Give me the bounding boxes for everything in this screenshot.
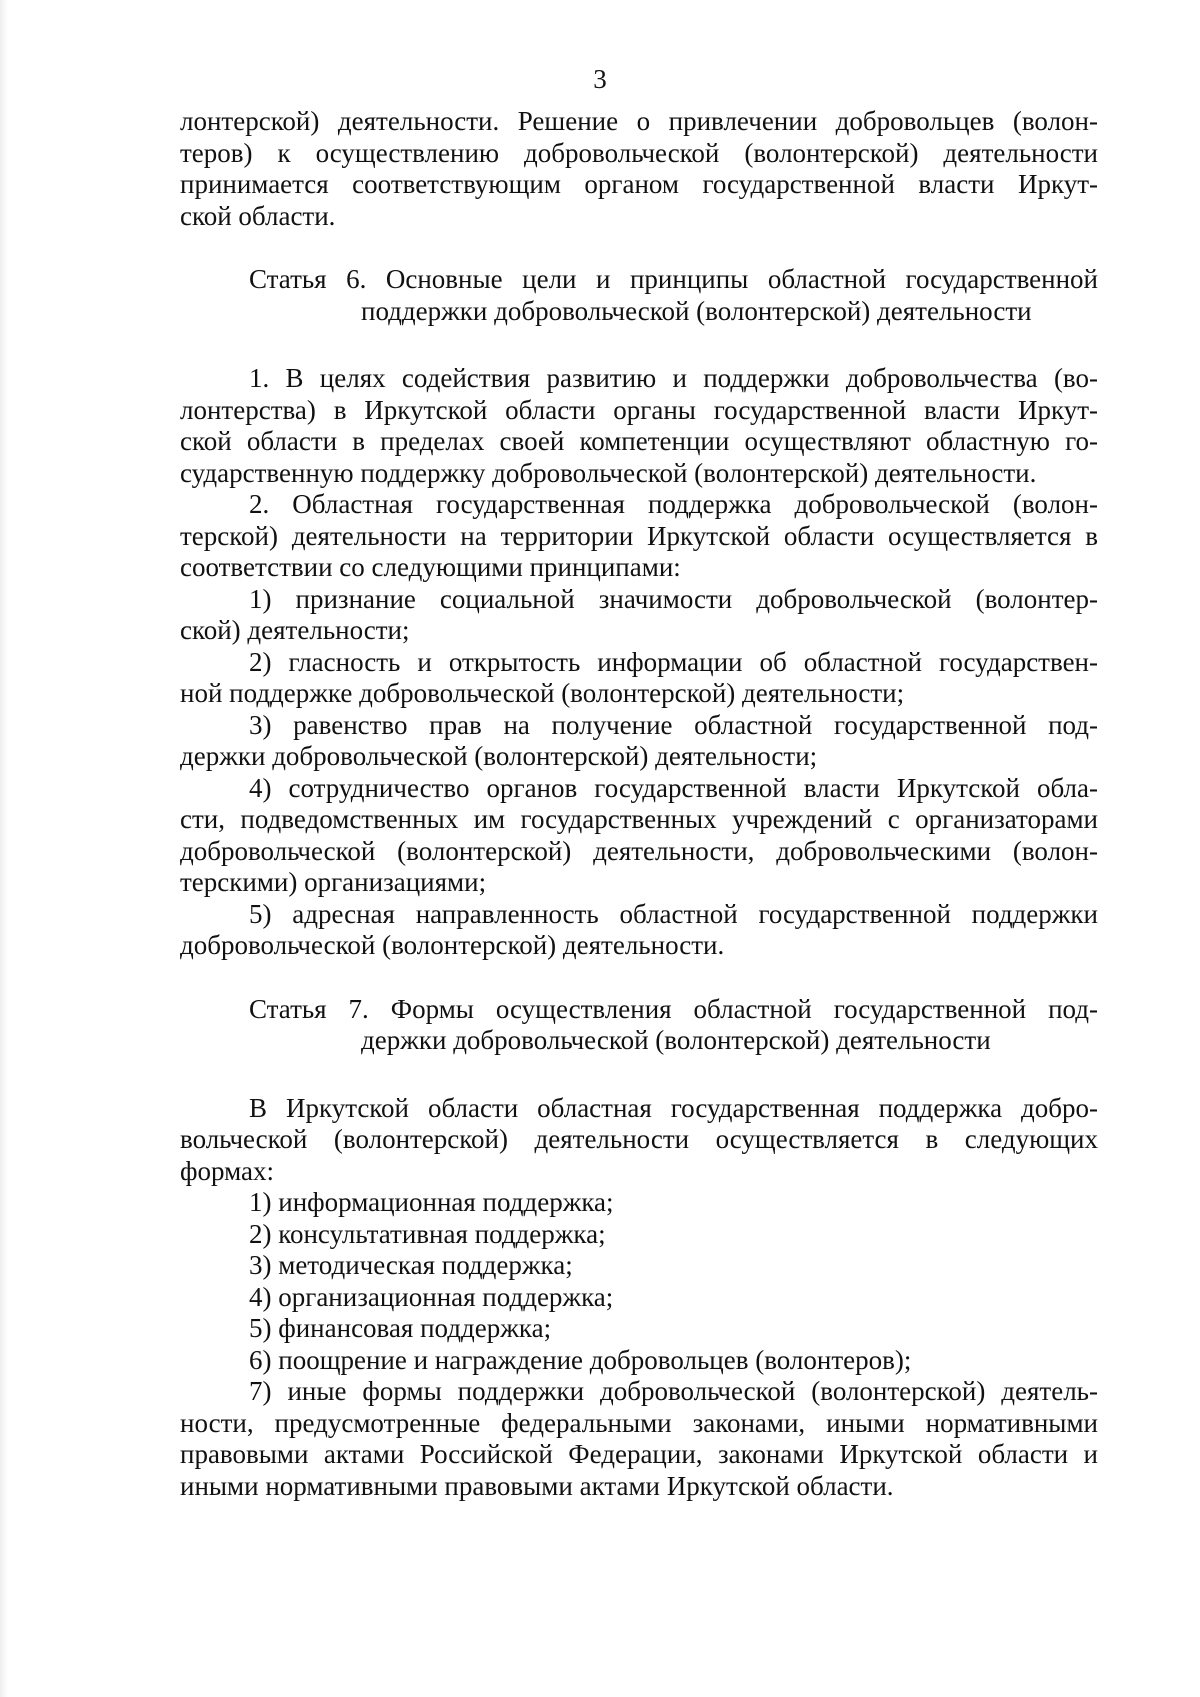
article-6-paragraph-2 bbox=[180, 489, 1098, 584]
list-item: 5) финансовая поддержка; bbox=[249, 1313, 552, 1343]
text-line: вольческой (волонтерской) деятельности осуществляется в следующих bbox=[180, 1124, 1098, 1154]
text-line: держки добровольческой (волонтерской) деятельности; bbox=[180, 741, 818, 771]
heading-line: Статья 7. Формы осуществления областной государственной под- bbox=[249, 993, 1098, 1024]
text-line: принимается соответствующим органом государственной власти Иркут- bbox=[180, 169, 1098, 199]
text-line: добровольческой (волонтерской) деятельности. bbox=[180, 930, 725, 960]
list-item: 6) поощрение и награждение добровольцев (волонтеров); bbox=[249, 1344, 912, 1375]
list-item: 1) информационная поддержка; bbox=[249, 1187, 614, 1217]
text-line: ной поддержке добровольческой (волонтерской) деятельности; bbox=[180, 678, 905, 708]
text-line: ности, предусмотренные федеральными законами, иными нормативными bbox=[180, 1407, 1098, 1438]
principles-list bbox=[180, 584, 1098, 962]
text-line: лонтерства) в Иркутской области органы государственной власти Иркут- bbox=[180, 394, 1098, 425]
intro-paragraph bbox=[180, 106, 1098, 232]
list-item bbox=[180, 584, 1098, 647]
text-line: 1. В целях содействия развитию и поддержки добровольчества (во- bbox=[249, 363, 1098, 393]
list-item bbox=[180, 1376, 1098, 1502]
text-line: В Иркутской области областная государственная поддержка добро- bbox=[249, 1092, 1098, 1123]
text-line: ской области. bbox=[180, 200, 336, 231]
list-item: 3) методическая поддержка; bbox=[249, 1250, 573, 1280]
text-line: сти, подведомственных им государственных учреждений с организаторами bbox=[180, 804, 1098, 834]
text-line: лонтерской) деятельности. Решение о привлечении добровольцев (волон- bbox=[180, 106, 1098, 136]
text-line: ской) деятельности; bbox=[180, 615, 410, 645]
spacer bbox=[180, 232, 1098, 264]
spacer bbox=[180, 327, 1098, 363]
article-7-heading bbox=[180, 994, 1098, 1057]
text-line: 3) равенство прав на получение областной государственной под- bbox=[249, 709, 1098, 740]
text-line: 2) гласность и открытость информации об областной государствен- bbox=[249, 646, 1098, 677]
text-line: иными нормативными правовыми актами Иркутской области. bbox=[180, 1470, 894, 1501]
text-line: правовыми актами Российской Федерации, законами Иркутской области и bbox=[180, 1439, 1098, 1469]
text-line: 5) адресная направленность областной государственной поддержки bbox=[249, 898, 1098, 929]
article-7-paragraph-1 bbox=[180, 1093, 1098, 1188]
article-6-heading bbox=[180, 264, 1098, 327]
spacer bbox=[180, 962, 1098, 994]
text-line: 2. Областная государственная поддержка добровольческой (волон- bbox=[249, 489, 1098, 519]
list-item: 2) консультативная поддержка; bbox=[249, 1218, 606, 1249]
text-line: терской) деятельности на территории Иркутской области осуществляется в bbox=[180, 520, 1098, 551]
list-item bbox=[180, 773, 1098, 899]
forms-list bbox=[180, 1187, 1098, 1502]
text-line: 7) иные формы поддержки добровольческой (волонтерской) деятель- bbox=[249, 1376, 1098, 1406]
article-6-paragraph-1 bbox=[180, 363, 1098, 489]
list-item: 4) организационная поддержка; bbox=[249, 1281, 614, 1312]
list-item bbox=[180, 647, 1098, 710]
text-line: 4) сотрудничество органов государственной власти Иркутской обла- bbox=[249, 772, 1098, 803]
page-number: 3 bbox=[593, 64, 607, 94]
text-line: сударственную поддержку добровольческой (волонтерской) деятельности. bbox=[180, 457, 1037, 488]
document-body bbox=[180, 106, 1098, 1502]
text-line: формах: bbox=[180, 1155, 274, 1186]
heading-line: поддержки добровольческой (волонтерской) деятельности bbox=[361, 295, 1032, 326]
list-item bbox=[180, 710, 1098, 773]
heading-line: Статья 6. Основные цели и принципы областной государственной bbox=[249, 264, 1098, 294]
text-line: 1) признание социальной значимости добровольческой (волонтер- bbox=[249, 583, 1098, 614]
text-line: ской области в пределах своей компетенции осуществляют областную го- bbox=[180, 426, 1098, 456]
text-line: терскими) организациями; bbox=[180, 867, 487, 897]
text-line: соответствии со следующими принципами: bbox=[180, 552, 681, 582]
list-item bbox=[180, 899, 1098, 962]
spacer bbox=[180, 1057, 1098, 1093]
text-line: добровольческой (волонтерской) деятельности, добровольческими (волон- bbox=[180, 835, 1098, 866]
scan-edge bbox=[0, 0, 8, 1697]
text-line: теров) к осуществлению добровольческой (волонтерской) деятельности bbox=[180, 137, 1098, 168]
heading-line: держки добровольческой (волонтерской) деятельности bbox=[361, 1025, 991, 1055]
